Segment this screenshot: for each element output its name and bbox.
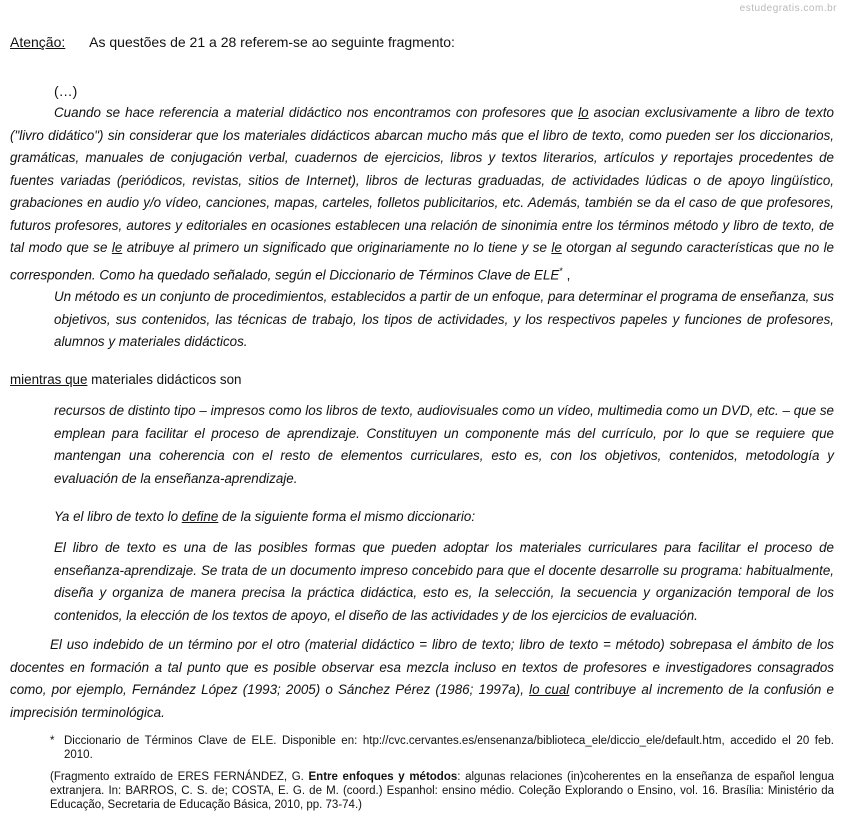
- underlined-phrase: lo cual: [529, 682, 570, 697]
- source-citation: [50, 770, 834, 812]
- paragraph-mientras: [10, 369, 834, 392]
- footnote-marker: *: [559, 265, 563, 276]
- underlined-word: le: [551, 240, 562, 255]
- text-run: asocian exclusivamente a libro de texto ("livro didático") sin considerar que los materiales didácticos abarcan mucho más que el libro de texto, como pueden ser los diccionarios, gramáticas, manuales de conjugación verbal, cuadernos de ejercicios, libros y textos literarios, artículos y reportajes procedentes de fuentes variadas (periódicos, revistas, sitios de Internet), libros de lecturas graduadas, de actividades lúdicas o de apoyo lingüístico, grabaciones en audio y/o vídeo, canciones, mapas, carteles, folletos publicitarios, etc. Además, también se da el caso de que profesores, futuros profesores, autores y editoriales en ocasiones establecen una relación de sinonimia entre los términos método y libro de texto, de tal modo que se: [10, 105, 834, 255]
- ellipsis: (…): [54, 83, 78, 99]
- text-run: Cuando se hace referencia a material didáctico nos encontramos con profesores que: [54, 105, 579, 120]
- underlined-phrase: mientras que: [10, 372, 88, 387]
- text-run: otorgan al segundo características que no le corresponden. Como ha quedado señalado, según el Diccionario de Términos Clave de ELE: [10, 240, 834, 282]
- text-run: atribuye al primero un significado que originariamente no lo tiene y se: [122, 240, 552, 255]
- underlined-word: le: [111, 240, 123, 255]
- paragraph-intro: [10, 102, 834, 286]
- paragraph-uso-indebido: [10, 634, 834, 724]
- instruction-header: [10, 34, 455, 50]
- citation-title: Entre enfoques y métodos: [308, 771, 458, 783]
- text-run: contribuye al incremento de la confusión e imprecisión terminológica.: [10, 682, 834, 720]
- footnote: [50, 734, 834, 762]
- text-run: : algunas relaciones (in)coherentes en la enseñanza de español lengua extranjera. In: BARROS, C. S. de; COSTA, E. G. de M. (coord.) Espanhol: ensino médio. Coleção Explorando o Ensino, vol. 16. Brasília: Ministério da Educação, Secretaria de Educação Básica, 2010, pp. 73-74.): [50, 771, 834, 811]
- footnote-marker: *: [50, 735, 55, 747]
- text-run: Ya el libro de texto lo: [54, 509, 182, 524]
- footnote-text: Diccionario de Términos Clave de ELE. Disponible en: htp://cvc.cervantes.es/ensenanza/biblioteca_ele/diccio_ele/default.htm, accedido el 20 feb. 2010.: [64, 735, 834, 761]
- text-run: ,: [562, 266, 571, 282]
- instruction-text: As questões de 21 a 28 referem-se ao seguinte fragmento:: [89, 34, 455, 50]
- quote-libro-texto: El libro de texto es una de las posibles formas que pueden adoptar los materiales curriculares para facilitar el proceso de enseñanza-aprendizaje. Se trata de un documento impreso concebido para que el docente desarrolle su programa: habitualmente, diseña y organiza de manera precisa la práctica didáctica, esto es, la selección, la secuencia y organización temporal de los contenidos, la elección de los textos de apoyo, el diseño de las actividades y de los ejercicios de evaluación.: [54, 540, 834, 623]
- quote-metodo: Un método es un conjunto de procedimientos, establecidos a partir de un enfoque, para determinar el programa de enseñanza, sus objetivos, sus contenidos, las técnicas de trabajo, los tipos de actividades, y los respectivos papeles y funciones de profesores, alumnos y materiales didácticos.: [54, 289, 834, 349]
- underlined-word: define: [181, 509, 219, 524]
- attention-label: Atenção:: [10, 34, 66, 50]
- quote-materiales: recursos de distinto tipo – impresos como los libros de texto, audiovisuales como un vídeo, multimedia como un DVD, etc. – que se emplean para facilitar el proceso de aprendizaje. Constituyen un componente más del currículo, por lo que se requiere que mantengan una coherencia con el resto de elementos curriculares, esto es, con los objetivos, contenidos, metodología y evaluación de la enseñanza-aprendizaje.: [54, 403, 834, 486]
- text-run: materiales didácticos son: [87, 372, 242, 387]
- paragraph-ya: [54, 506, 834, 529]
- underlined-word: lo: [578, 105, 589, 120]
- text-run: de la siguiente forma el mismo diccionario:: [218, 509, 476, 524]
- text-run: El uso indebido de un término por el otro (material didáctico = libro de texto; libro de texto = método) sobrepasa el ámbito de los docentes en formación a tal punto que es posible observar esa mezcla incluso en textos de profesores e investigadores consagrados como, por ejemplo, Fernández López (1993; 2005) o Sánchez Pérez (1986; 1997a),: [10, 637, 834, 697]
- text-run: (Fragmento extraído de ERES FERNÁNDEZ, G.: [50, 771, 309, 783]
- site-watermark: estudegratis.com.br: [739, 3, 837, 14]
